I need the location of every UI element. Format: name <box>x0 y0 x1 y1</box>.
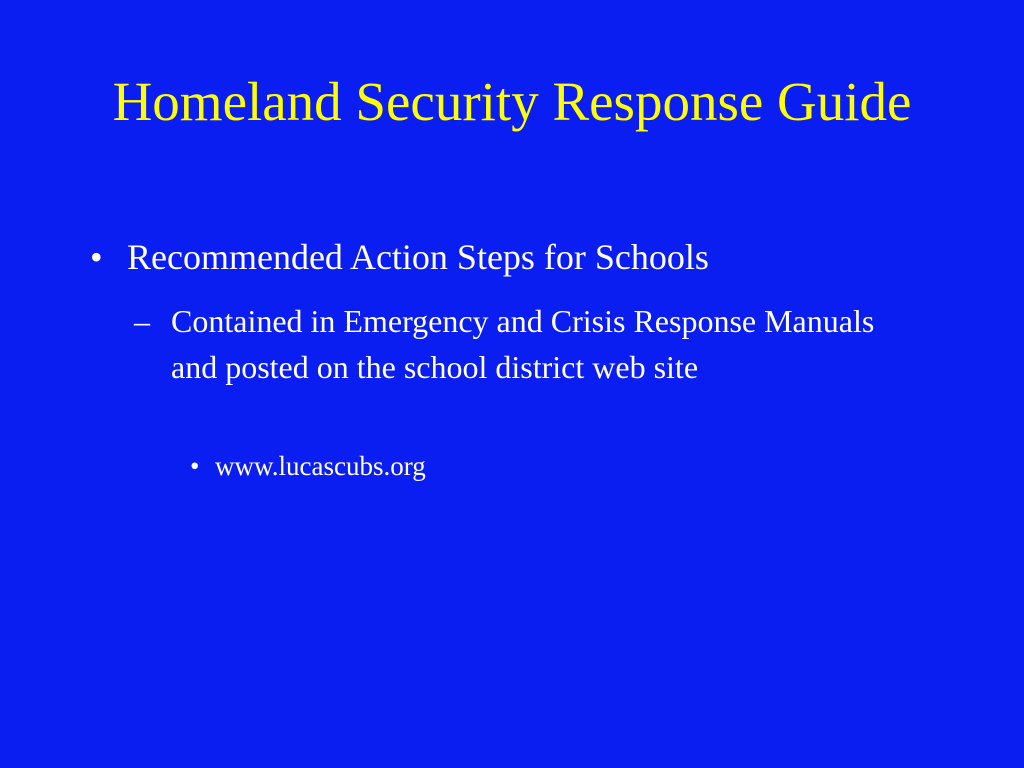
slide-title: Homeland Security Response Guide <box>112 71 912 132</box>
website-url-text: www.lucascubs.org <box>215 451 426 481</box>
bullet-marker: • <box>190 451 200 481</box>
bullet-marker: • <box>90 237 103 277</box>
sub-bullet-text: Contained in Emergency and Crisis Response Manuals and posted on the school district web site <box>171 303 875 385</box>
bullet-text: Recommended Action Steps for Schools <box>127 237 709 277</box>
dash-marker: – <box>134 303 150 339</box>
